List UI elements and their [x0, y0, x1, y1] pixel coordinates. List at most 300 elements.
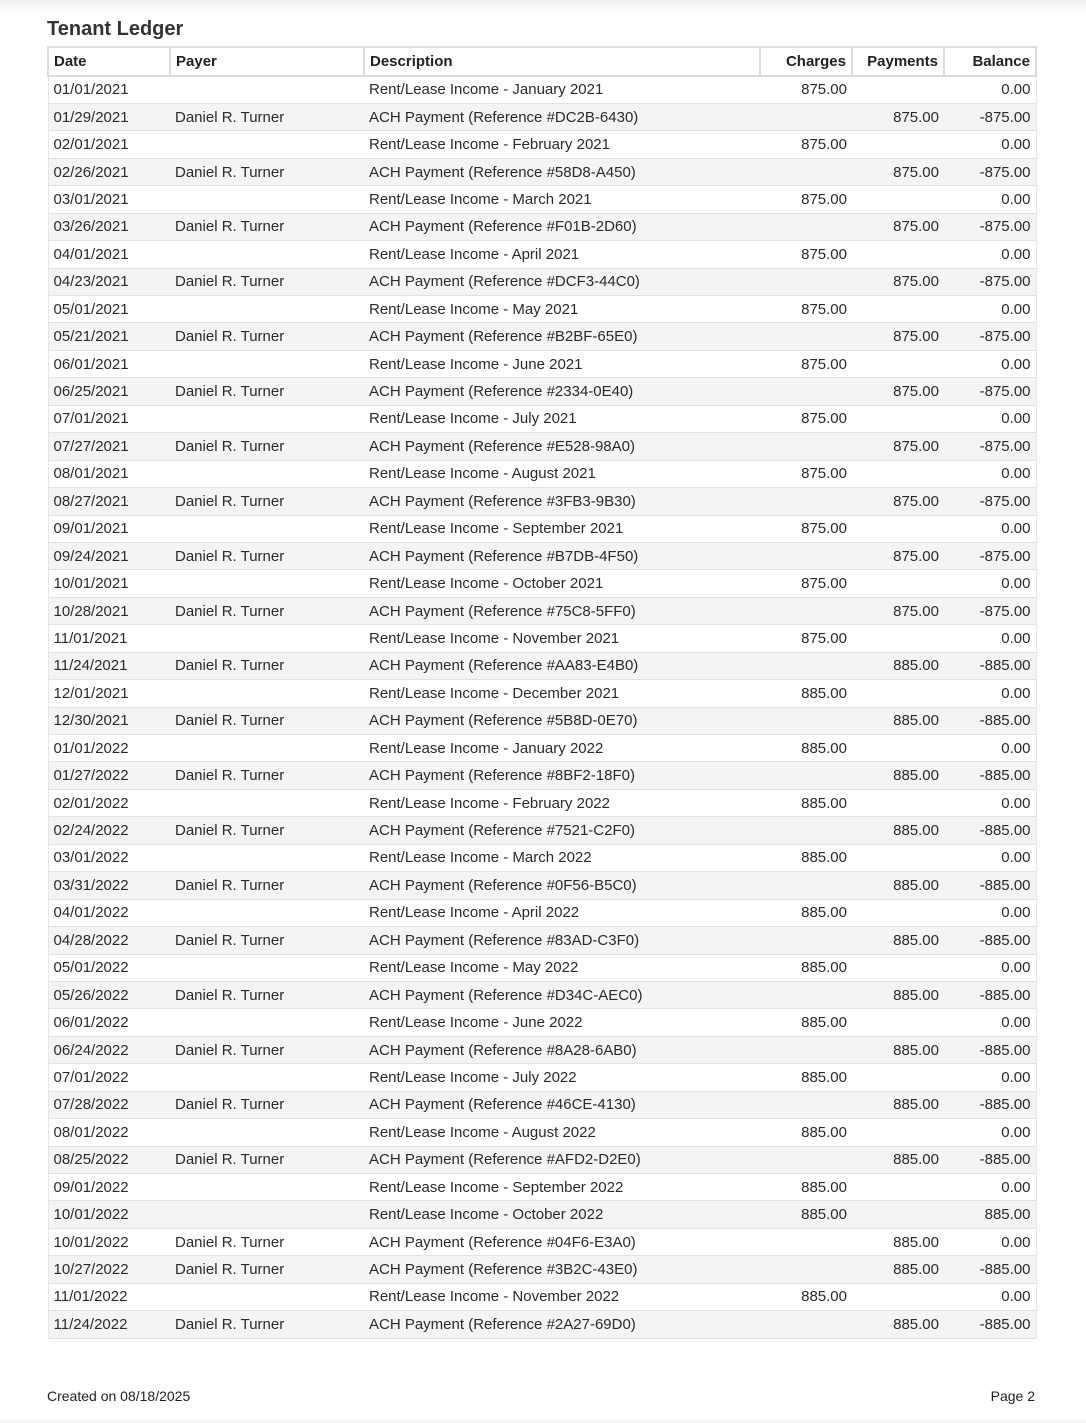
cell-balance: 0.00 — [944, 680, 1036, 707]
cell-description: Rent/Lease Income - April 2021 — [364, 241, 760, 268]
cell-payer — [170, 789, 364, 816]
cell-description: Rent/Lease Income - October 2021 — [364, 570, 760, 597]
table-row — [48, 1256, 1036, 1283]
cell-description: ACH Payment (Reference #04F6-E3A0) — [364, 1228, 760, 1255]
cell-charges: 875.00 — [760, 405, 852, 432]
cell-description: ACH Payment (Reference #2A27-69D0) — [364, 1311, 760, 1338]
cell-payments: 875.00 — [852, 378, 944, 405]
cell-payments — [852, 570, 944, 597]
column-header-charges: Charges — [760, 47, 852, 76]
cell-balance: -875.00 — [944, 103, 1036, 130]
cell-balance: -875.00 — [944, 323, 1036, 350]
cell-balance: 0.00 — [944, 186, 1036, 213]
cell-payments: 885.00 — [852, 1036, 944, 1063]
cell-payments: 875.00 — [852, 542, 944, 569]
cell-balance: -885.00 — [944, 817, 1036, 844]
cell-payments — [852, 1119, 944, 1146]
cell-payments — [852, 350, 944, 377]
cell-payments: 885.00 — [852, 1311, 944, 1338]
cell-payer: Daniel R. Turner — [170, 1146, 364, 1173]
cell-payer — [170, 570, 364, 597]
table-row — [48, 213, 1036, 240]
cell-date: 06/24/2022 — [48, 1036, 170, 1063]
cell-date: 01/27/2022 — [48, 762, 170, 789]
cell-description: Rent/Lease Income - May 2021 — [364, 296, 760, 323]
cell-charges — [760, 1091, 852, 1118]
cell-description: ACH Payment (Reference #58D8-A450) — [364, 158, 760, 185]
table-row — [48, 103, 1036, 130]
cell-description: ACH Payment (Reference #46CE-4130) — [364, 1091, 760, 1118]
cell-payments: 885.00 — [852, 1228, 944, 1255]
cell-description: ACH Payment (Reference #5B8D-0E70) — [364, 707, 760, 734]
table-row — [48, 1283, 1036, 1310]
cell-balance: -885.00 — [944, 981, 1036, 1008]
cell-payer: Daniel R. Turner — [170, 981, 364, 1008]
cell-payments: 885.00 — [852, 652, 944, 679]
cell-description: ACH Payment (Reference #AA83-E4B0) — [364, 652, 760, 679]
cell-date: 08/25/2022 — [48, 1146, 170, 1173]
page-number: Page 2 — [990, 1388, 1035, 1404]
cell-payer — [170, 954, 364, 981]
cell-payments: 885.00 — [852, 927, 944, 954]
cell-balance: 0.00 — [944, 296, 1036, 323]
table-row — [48, 1311, 1036, 1338]
cell-description: ACH Payment (Reference #D34C-AEC0) — [364, 981, 760, 1008]
cell-charges: 885.00 — [760, 1174, 852, 1201]
cell-payer: Daniel R. Turner — [170, 707, 364, 734]
cell-payer — [170, 186, 364, 213]
cell-date: 06/25/2021 — [48, 378, 170, 405]
cell-payer: Daniel R. Turner — [170, 927, 364, 954]
cell-payer — [170, 350, 364, 377]
cell-balance: 0.00 — [944, 1064, 1036, 1091]
cell-charges — [760, 1036, 852, 1063]
cell-date: 07/28/2022 — [48, 1091, 170, 1118]
cell-payer — [170, 76, 364, 103]
cell-balance: -875.00 — [944, 488, 1036, 515]
cell-date: 09/01/2022 — [48, 1174, 170, 1201]
cell-payments: 875.00 — [852, 597, 944, 624]
cell-payments — [852, 131, 944, 158]
cell-payer: Daniel R. Turner — [170, 1311, 364, 1338]
ledger-header — [48, 47, 1036, 76]
cell-payer — [170, 131, 364, 158]
cell-payer: Daniel R. Turner — [170, 158, 364, 185]
cell-payer: Daniel R. Turner — [170, 542, 364, 569]
column-header-description: Description — [364, 47, 760, 76]
cell-description: Rent/Lease Income - November 2022 — [364, 1283, 760, 1310]
cell-payer: Daniel R. Turner — [170, 1228, 364, 1255]
cell-charges — [760, 927, 852, 954]
cell-payer — [170, 460, 364, 487]
table-row — [48, 899, 1036, 926]
cell-payments — [852, 954, 944, 981]
table-row — [48, 789, 1036, 816]
cell-charges — [760, 817, 852, 844]
table-row — [48, 954, 1036, 981]
cell-date: 08/01/2022 — [48, 1119, 170, 1146]
cell-payer — [170, 296, 364, 323]
cell-charges — [760, 872, 852, 899]
cell-charges — [760, 433, 852, 460]
cell-payments — [852, 296, 944, 323]
table-row — [48, 1228, 1036, 1255]
header-row — [48, 47, 1036, 76]
cell-payments — [852, 405, 944, 432]
table-row — [48, 735, 1036, 762]
cell-date: 11/01/2021 — [48, 625, 170, 652]
cell-balance: -885.00 — [944, 1146, 1036, 1173]
cell-payer: Daniel R. Turner — [170, 323, 364, 350]
cell-charges: 885.00 — [760, 954, 852, 981]
table-row — [48, 652, 1036, 679]
cell-charges — [760, 158, 852, 185]
cell-balance: -875.00 — [944, 597, 1036, 624]
cell-charges — [760, 103, 852, 130]
cell-payments: 875.00 — [852, 488, 944, 515]
cell-payer — [170, 625, 364, 652]
cell-date: 09/24/2021 — [48, 542, 170, 569]
cell-description: ACH Payment (Reference #DCF3-44C0) — [364, 268, 760, 295]
cell-payer — [170, 1174, 364, 1201]
cell-charges: 885.00 — [760, 735, 852, 762]
table-row — [48, 817, 1036, 844]
page-title: Tenant Ledger — [47, 18, 184, 40]
cell-date: 01/29/2021 — [48, 103, 170, 130]
table-row — [48, 323, 1036, 350]
cell-date: 02/26/2021 — [48, 158, 170, 185]
cell-payer — [170, 899, 364, 926]
cell-payments — [852, 1174, 944, 1201]
cell-date: 10/27/2022 — [48, 1256, 170, 1283]
cell-description: Rent/Lease Income - August 2021 — [364, 460, 760, 487]
cell-description: Rent/Lease Income - August 2022 — [364, 1119, 760, 1146]
cell-payments — [852, 241, 944, 268]
cell-balance: 0.00 — [944, 350, 1036, 377]
cell-payments — [852, 1009, 944, 1036]
table-row — [48, 625, 1036, 652]
cell-payer: Daniel R. Turner — [170, 378, 364, 405]
cell-payments: 885.00 — [852, 762, 944, 789]
page-bottom-shadow — [0, 1417, 1086, 1423]
ledger-body — [48, 76, 1036, 1338]
cell-charges — [760, 1146, 852, 1173]
table-row — [48, 597, 1036, 624]
cell-charges — [760, 213, 852, 240]
cell-balance: -885.00 — [944, 707, 1036, 734]
cell-payments — [852, 460, 944, 487]
page-top-shadow — [0, 0, 1086, 14]
cell-charges: 885.00 — [760, 1201, 852, 1228]
cell-payer: Daniel R. Turner — [170, 762, 364, 789]
cell-date: 02/24/2022 — [48, 817, 170, 844]
cell-date: 06/01/2022 — [48, 1009, 170, 1036]
cell-payer — [170, 1119, 364, 1146]
cell-charges: 875.00 — [760, 186, 852, 213]
cell-description: ACH Payment (Reference #8BF2-18F0) — [364, 762, 760, 789]
cell-description: Rent/Lease Income - July 2021 — [364, 405, 760, 432]
cell-balance: 0.00 — [944, 131, 1036, 158]
cell-balance: -875.00 — [944, 268, 1036, 295]
cell-charges — [760, 707, 852, 734]
cell-payer — [170, 241, 364, 268]
cell-charges: 875.00 — [760, 76, 852, 103]
cell-description: Rent/Lease Income - June 2021 — [364, 350, 760, 377]
table-row — [48, 707, 1036, 734]
cell-payments — [852, 1283, 944, 1310]
cell-description: Rent/Lease Income - September 2022 — [364, 1174, 760, 1201]
table-row — [48, 872, 1036, 899]
cell-date: 03/26/2021 — [48, 213, 170, 240]
table-row — [48, 927, 1036, 954]
cell-charges — [760, 488, 852, 515]
cell-description: ACH Payment (Reference #AFD2-D2E0) — [364, 1146, 760, 1173]
table-row — [48, 488, 1036, 515]
cell-description: Rent/Lease Income - September 2021 — [364, 515, 760, 542]
cell-balance: -885.00 — [944, 927, 1036, 954]
cell-payer: Daniel R. Turner — [170, 652, 364, 679]
table-row — [48, 981, 1036, 1008]
cell-balance: 0.00 — [944, 844, 1036, 871]
cell-charges — [760, 378, 852, 405]
cell-balance: 0.00 — [944, 460, 1036, 487]
cell-date: 11/01/2022 — [48, 1283, 170, 1310]
cell-charges — [760, 1256, 852, 1283]
cell-description: ACH Payment (Reference #E528-98A0) — [364, 433, 760, 460]
table-row — [48, 158, 1036, 185]
cell-payments — [852, 735, 944, 762]
cell-description: Rent/Lease Income - November 2021 — [364, 625, 760, 652]
table-row — [48, 268, 1036, 295]
cell-date: 04/01/2022 — [48, 899, 170, 926]
cell-balance: -875.00 — [944, 213, 1036, 240]
cell-payments — [852, 76, 944, 103]
cell-description: ACH Payment (Reference #2334-0E40) — [364, 378, 760, 405]
cell-payer — [170, 844, 364, 871]
cell-charges: 885.00 — [760, 899, 852, 926]
cell-payments — [852, 844, 944, 871]
cell-balance: -875.00 — [944, 433, 1036, 460]
cell-description: Rent/Lease Income - December 2021 — [364, 680, 760, 707]
cell-charges — [760, 542, 852, 569]
cell-date: 07/27/2021 — [48, 433, 170, 460]
cell-description: Rent/Lease Income - February 2022 — [364, 789, 760, 816]
cell-balance: 0.00 — [944, 241, 1036, 268]
table-row — [48, 542, 1036, 569]
cell-balance: -885.00 — [944, 652, 1036, 679]
cell-description: ACH Payment (Reference #3FB3-9B30) — [364, 488, 760, 515]
cell-balance: 0.00 — [944, 1009, 1036, 1036]
cell-date: 09/01/2021 — [48, 515, 170, 542]
cell-date: 01/01/2021 — [48, 76, 170, 103]
cell-payer — [170, 1201, 364, 1228]
cell-balance: -885.00 — [944, 1256, 1036, 1283]
table-row — [48, 76, 1036, 103]
column-header-payer: Payer — [170, 47, 364, 76]
cell-date: 04/01/2021 — [48, 241, 170, 268]
cell-payments — [852, 1201, 944, 1228]
cell-payments: 875.00 — [852, 103, 944, 130]
cell-description: Rent/Lease Income - May 2022 — [364, 954, 760, 981]
cell-charges — [760, 1228, 852, 1255]
cell-date: 11/24/2021 — [48, 652, 170, 679]
cell-description: ACH Payment (Reference #7521-C2F0) — [364, 817, 760, 844]
cell-date: 11/24/2022 — [48, 1311, 170, 1338]
cell-payments: 875.00 — [852, 158, 944, 185]
cell-date: 10/28/2021 — [48, 597, 170, 624]
cell-charges: 875.00 — [760, 625, 852, 652]
table-row — [48, 1119, 1036, 1146]
cell-date: 02/01/2022 — [48, 789, 170, 816]
cell-payments — [852, 680, 944, 707]
cell-payer: Daniel R. Turner — [170, 1091, 364, 1118]
cell-payer: Daniel R. Turner — [170, 103, 364, 130]
cell-charges: 875.00 — [760, 131, 852, 158]
cell-date: 05/01/2021 — [48, 296, 170, 323]
table-row — [48, 1009, 1036, 1036]
cell-date: 03/01/2021 — [48, 186, 170, 213]
table-row — [48, 241, 1036, 268]
cell-balance: 0.00 — [944, 954, 1036, 981]
cell-balance: 0.00 — [944, 515, 1036, 542]
table-row — [48, 570, 1036, 597]
cell-charges: 885.00 — [760, 844, 852, 871]
cell-payer — [170, 1064, 364, 1091]
cell-balance: -875.00 — [944, 542, 1036, 569]
cell-date: 01/01/2022 — [48, 735, 170, 762]
cell-payments: 885.00 — [852, 1146, 944, 1173]
ledger-table — [47, 46, 1037, 1339]
cell-charges: 875.00 — [760, 515, 852, 542]
cell-balance: -885.00 — [944, 1091, 1036, 1118]
table-row — [48, 186, 1036, 213]
cell-charges: 875.00 — [760, 241, 852, 268]
cell-payments — [852, 789, 944, 816]
cell-payments: 885.00 — [852, 872, 944, 899]
cell-charges: 885.00 — [760, 789, 852, 816]
cell-description: ACH Payment (Reference #B2BF-65E0) — [364, 323, 760, 350]
cell-payments: 875.00 — [852, 268, 944, 295]
cell-payments: 885.00 — [852, 707, 944, 734]
cell-charges: 875.00 — [760, 296, 852, 323]
table-row — [48, 1146, 1036, 1173]
cell-date: 07/01/2021 — [48, 405, 170, 432]
column-header-date: Date — [48, 47, 170, 76]
cell-payments — [852, 899, 944, 926]
cell-payer — [170, 515, 364, 542]
table-row — [48, 844, 1036, 871]
cell-date: 05/26/2022 — [48, 981, 170, 1008]
cell-charges: 885.00 — [760, 680, 852, 707]
cell-charges: 885.00 — [760, 1119, 852, 1146]
cell-date: 04/28/2022 — [48, 927, 170, 954]
column-header-balance: Balance — [944, 47, 1036, 76]
cell-payments: 875.00 — [852, 323, 944, 350]
cell-date: 05/01/2022 — [48, 954, 170, 981]
cell-date: 12/30/2021 — [48, 707, 170, 734]
cell-date: 08/01/2021 — [48, 460, 170, 487]
cell-charges — [760, 1311, 852, 1338]
cell-balance: 0.00 — [944, 789, 1036, 816]
cell-balance: -885.00 — [944, 1311, 1036, 1338]
cell-payer: Daniel R. Turner — [170, 597, 364, 624]
cell-charges: 875.00 — [760, 460, 852, 487]
cell-payments: 885.00 — [852, 1256, 944, 1283]
cell-charges — [760, 323, 852, 350]
cell-payer — [170, 680, 364, 707]
cell-balance: 0.00 — [944, 76, 1036, 103]
cell-description: ACH Payment (Reference #F01B-2D60) — [364, 213, 760, 240]
cell-charges: 885.00 — [760, 1283, 852, 1310]
cell-balance: -885.00 — [944, 1036, 1036, 1063]
cell-balance: 0.00 — [944, 1283, 1036, 1310]
cell-payer: Daniel R. Turner — [170, 213, 364, 240]
cell-date: 03/31/2022 — [48, 872, 170, 899]
cell-description: ACH Payment (Reference #8A28-6AB0) — [364, 1036, 760, 1063]
cell-balance: 0.00 — [944, 735, 1036, 762]
cell-payments: 885.00 — [852, 1091, 944, 1118]
cell-charges — [760, 268, 852, 295]
cell-description: ACH Payment (Reference #0F56-B5C0) — [364, 872, 760, 899]
cell-payments: 885.00 — [852, 981, 944, 1008]
table-row — [48, 515, 1036, 542]
cell-description: ACH Payment (Reference #B7DB-4F50) — [364, 542, 760, 569]
cell-description: ACH Payment (Reference #DC2B-6430) — [364, 103, 760, 130]
table-row — [48, 1174, 1036, 1201]
column-header-payments: Payments — [852, 47, 944, 76]
cell-charges — [760, 762, 852, 789]
cell-charges — [760, 652, 852, 679]
table-row — [48, 762, 1036, 789]
cell-balance: 0.00 — [944, 1174, 1036, 1201]
table-row — [48, 405, 1036, 432]
cell-balance: 0.00 — [944, 899, 1036, 926]
cell-description: Rent/Lease Income - January 2021 — [364, 76, 760, 103]
cell-description: ACH Payment (Reference #83AD-C3F0) — [364, 927, 760, 954]
cell-description: Rent/Lease Income - March 2022 — [364, 844, 760, 871]
table-row — [48, 378, 1036, 405]
cell-description: Rent/Lease Income - February 2021 — [364, 131, 760, 158]
cell-date: 05/21/2021 — [48, 323, 170, 350]
cell-payer: Daniel R. Turner — [170, 872, 364, 899]
cell-description: Rent/Lease Income - June 2022 — [364, 1009, 760, 1036]
table-row — [48, 433, 1036, 460]
cell-payer: Daniel R. Turner — [170, 1036, 364, 1063]
cell-charges: 875.00 — [760, 350, 852, 377]
cell-description: ACH Payment (Reference #3B2C-43E0) — [364, 1256, 760, 1283]
cell-balance: -885.00 — [944, 762, 1036, 789]
cell-balance: 0.00 — [944, 570, 1036, 597]
cell-charges — [760, 597, 852, 624]
cell-payments: 885.00 — [852, 817, 944, 844]
created-date: Created on 08/18/2025 — [47, 1388, 191, 1404]
cell-description: Rent/Lease Income - October 2022 — [364, 1201, 760, 1228]
cell-payer: Daniel R. Turner — [170, 433, 364, 460]
cell-payer: Daniel R. Turner — [170, 1256, 364, 1283]
cell-description: ACH Payment (Reference #75C8-5FF0) — [364, 597, 760, 624]
cell-payer — [170, 1283, 364, 1310]
cell-payer: Daniel R. Turner — [170, 268, 364, 295]
cell-payments — [852, 186, 944, 213]
cell-description: Rent/Lease Income - March 2021 — [364, 186, 760, 213]
cell-charges: 885.00 — [760, 1009, 852, 1036]
cell-description: Rent/Lease Income - January 2022 — [364, 735, 760, 762]
table-row — [48, 296, 1036, 323]
cell-balance: 0.00 — [944, 625, 1036, 652]
cell-date: 03/01/2022 — [48, 844, 170, 871]
cell-balance: 0.00 — [944, 1228, 1036, 1255]
table-row — [48, 1201, 1036, 1228]
